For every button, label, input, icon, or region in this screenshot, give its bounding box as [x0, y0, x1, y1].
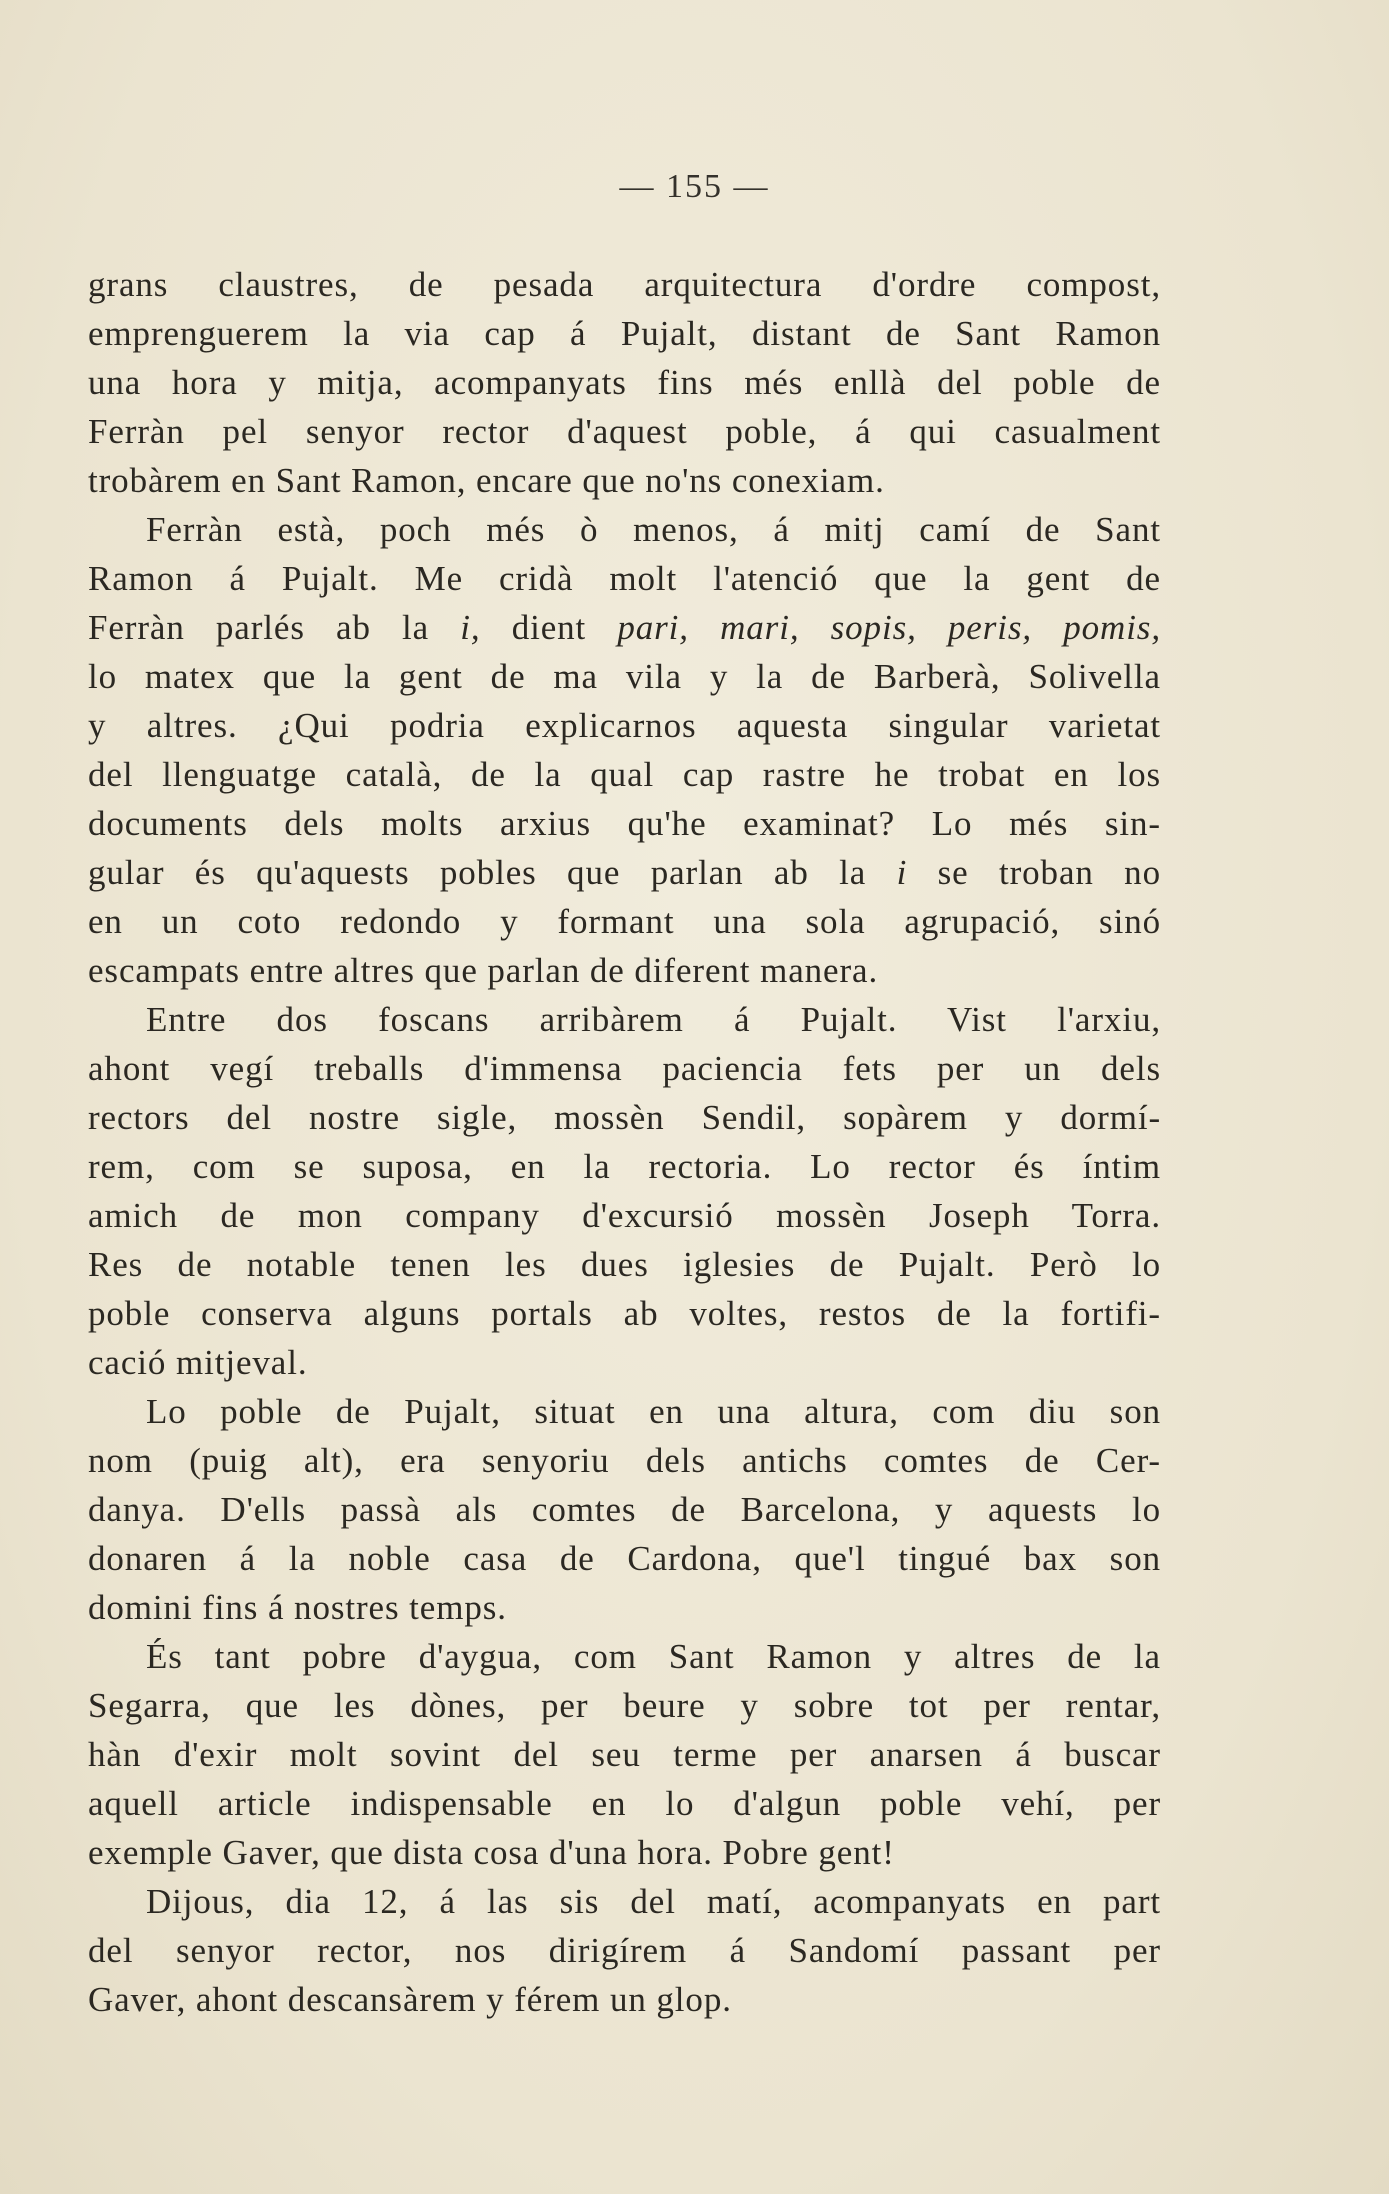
page-number: — 155 — [619, 168, 770, 205]
text-line: Lo poble de Pujalt, situat en una altura, com diu son [146, 1392, 1161, 1431]
text-line: Ramon á Pujalt. Me cridà molt l'atenció que la gent de [88, 559, 1161, 598]
text-line: Gaver, ahont descansàrem y férem un glop. [88, 1980, 732, 2019]
text-line: Dijous, dia 12, á las sis del matí, acompanyats en part [146, 1882, 1161, 1921]
text-segment: gular és qu'aquests pobles que parlan ab la [88, 853, 897, 892]
italic-text: pari, mari, sopis, peris, pomis, [617, 608, 1161, 647]
text-line: Ferràn està, poch més ò menos, á mitj camí de Sant [146, 510, 1161, 549]
text-line: escampats entre altres que parlan de diferent manera. [88, 951, 879, 990]
text-line: grans claustres, de pesada arquitectura d'ordre compost, [88, 265, 1161, 304]
text-line: Res de notable tenen les dues iglesies de Pujalt. Però lo [88, 1245, 1161, 1284]
text-line: Ferràn pel senyor rector d'aquest poble, á qui casualment [88, 412, 1161, 451]
text-line: exemple Gaver, que dista cosa d'una hora. Pobre gent! [88, 1833, 895, 1872]
text-line: del llenguatge català, de la qual cap rastre he trobat en los [88, 755, 1161, 794]
text-line: del senyor rector, nos dirigírem á Sandomí passant per [88, 1931, 1161, 1970]
text-line: ahont vegí treballs d'immensa paciencia fets per un dels [88, 1049, 1161, 1088]
text-segment: se troban no [907, 853, 1161, 892]
text-line: rectors del nostre sigle, mossèn Sendil, sopàrem y dormí- [88, 1098, 1161, 1137]
text-line: poble conserva alguns portals ab voltes, restos de la fortifi- [88, 1294, 1161, 1333]
text-line: domini fins á nostres temps. [88, 1588, 507, 1627]
italic-text: i [896, 853, 908, 892]
text-line: hàn d'exir molt sovint del seu terme per anarsen á buscar [88, 1735, 1161, 1774]
text-line: És tant pobre d'aygua, com Sant Ramon y altres de la [146, 1637, 1161, 1676]
text-segment: Ferràn parlés ab la [88, 608, 461, 647]
text-line: aquell article indispensable en lo d'algun poble vehí, per [88, 1784, 1161, 1823]
text-line: Segarra, que les dònes, per beure y sobre tot per rentar, [88, 1686, 1161, 1725]
text-line: en un coto redondo y formant una sola agrupació, sinó [88, 902, 1161, 941]
text-line: amich de mon company d'excursió mossèn Joseph Torra. [88, 1196, 1161, 1235]
text-line: lo matex que la gent de ma vila y la de Barberà, Solivella [88, 657, 1161, 696]
text-line [88, 848, 1161, 897]
text-segment: dient [480, 608, 618, 647]
text-line [88, 603, 1161, 652]
text-line: documents dels molts arxius qu'he examinat? Lo més sin- [88, 804, 1161, 843]
text-line: y altres. ¿Qui podria explicarnos aquesta singular varietat [88, 706, 1161, 745]
text-line: donaren á la noble casa de Cardona, que'l tingué bax son [88, 1539, 1161, 1578]
text-line: una hora y mitja, acompanyats fins més enllà del poble de [88, 363, 1161, 402]
text-line: Entre dos foscans arribàrem á Pujalt. Vist l'arxiu, [146, 1000, 1161, 1039]
text-line: cació mitjeval. [88, 1343, 308, 1382]
text-line: trobàrem en Sant Ramon, encare que no'ns conexiam. [88, 461, 885, 500]
text-line: rem, com se suposa, en la rectoria. Lo rector és íntim [88, 1147, 1161, 1186]
text-line: nom (puig alt), era senyoriu dels antichs comtes de Cer- [88, 1441, 1161, 1480]
text-line: emprenguerem la via cap á Pujalt, distant de Sant Ramon [88, 314, 1161, 353]
body-text [88, 260, 1161, 2024]
italic-text: i, [460, 608, 481, 647]
text-line: danya. D'ells passà als comtes de Barcelona, y aquests lo [88, 1490, 1161, 1529]
